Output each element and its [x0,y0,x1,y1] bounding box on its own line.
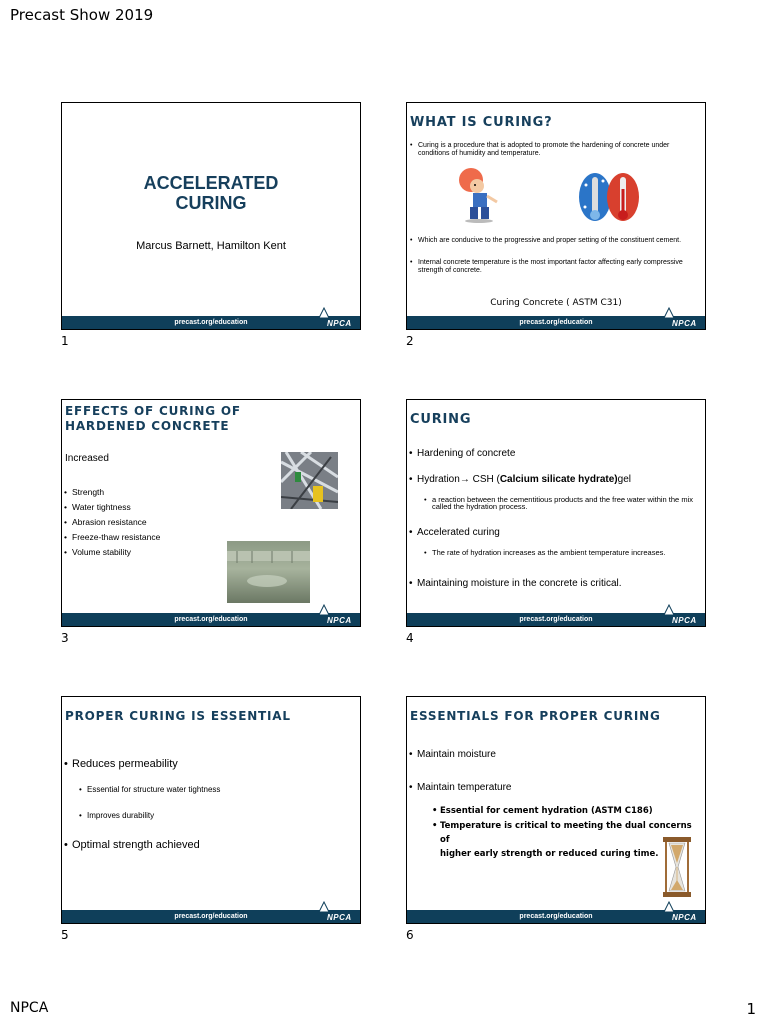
slide-number-2: 2 [406,334,414,348]
slide-3-bullet-4: • Freeze-thaw resistance [72,532,160,542]
npca-logo-mark [318,901,330,913]
slide-2 [406,102,706,330]
slide-4-bullet-2: • Hydration→ CSH (Calcium silicate hydrate)gel [417,474,697,485]
slide-3-bullet-3: • Abrasion resistance [72,517,147,527]
footer-url: precast.org/education [519,616,593,623]
slide-5-sub-bullet-1: • Essential for structure water tightness [87,785,220,794]
slide-3-title [65,404,241,434]
npca-logo-mark [663,604,675,616]
curing-equipment-photo [281,452,338,509]
slide-3 [61,399,361,627]
slide-3-bullet-2: • Water tightness [72,502,131,512]
slide-6-footer-bar [407,910,705,923]
slide-number-6: 6 [406,928,414,942]
footer-url: precast.org/education [519,913,593,920]
footer-url: precast.org/education [174,319,248,326]
slide-3-bullet-5: • Volume stability [72,547,131,557]
slide-3-title-line1: EFFECTS OF CURING OF [65,404,241,418]
slide-4-title: CURING [410,412,472,427]
slide-4-bullet-1: • Hardening of concrete [417,448,515,459]
slide-4-bullet-4: • Maintaining moisture in the concrete is critical. [417,578,622,589]
slide-1-footer-bar [62,316,360,329]
hot-person-illustration [455,166,503,224]
concrete-floor-photo [227,541,310,603]
thermometers-illustration [577,171,643,223]
slide-6-bullet-2: • Maintain temperature [417,782,512,793]
slide-4-footer-bar [407,613,705,626]
slide-6-title: ESSENTIALS FOR PROPER CURING [410,709,661,723]
document-page-number: 1 [746,1000,756,1018]
slide-2-bullet-2: • Which are conducive to the progressive and proper setting of the constituent cement. [418,237,700,245]
slide-3-intro: Increased [65,453,109,464]
npca-logo: NPCA [663,313,699,329]
npca-logo: NPCA [318,313,354,329]
npca-logo: NPCA [318,610,354,626]
slide-2-caption: Curing Concrete ( ASTM C31) [490,298,622,308]
footer-url: precast.org/education [519,319,593,326]
slide-5-bullet-1: • Reduces permeability [72,758,178,770]
slide-1 [61,102,361,330]
slide-2-title: WHAT IS CURING? [410,115,553,130]
slide-5-bullet-2: • Optimal strength achieved [72,839,200,851]
footer-url: precast.org/education [174,616,248,623]
slide-4 [406,399,706,627]
slide-6-sub-bullet-2-line1: • Temperature is critical to meeting the dual concerns of [440,821,692,845]
npca-logo: NPCA [318,907,354,923]
slide-1-title-line1: ACCELERATED [143,173,279,193]
slide-1-subtitle: Marcus Barnett, Hamilton Kent [136,240,286,252]
slide-6-sub-bullet-1: • Essential for cement hydration (ASTM C186) [440,806,653,816]
npca-logo-mark [318,307,330,319]
slide-number-4: 4 [406,631,414,645]
npca-logo: NPCA [663,907,699,923]
slide-number-3: 3 [61,631,69,645]
slide-4-sub-bullet-2: • The rate of hydration increases as the ambient temperature increases. [432,549,697,556]
slide-5 [61,696,361,924]
hourglass-illustration [662,836,692,898]
slide-4-sub-bullet-1: • a reaction between the cementitious products and the free water within the mix called the hydration process. [432,496,697,510]
slide-6 [406,696,706,924]
npca-logo-mark [663,901,675,913]
slide-3-bullet-1: • Strength [72,487,104,497]
slide-2-footer-bar [407,316,705,329]
slide-6-sub-bullet-2 [440,819,700,861]
slide-3-title-line2: HARDENED CONCRETE [65,419,230,433]
slide-4-bullet-3: • Accelerated curing [417,527,500,538]
document-footer-left: NPCA [10,1000,49,1016]
footer-url: precast.org/education [174,913,248,920]
slide-number-5: 5 [61,928,69,942]
slide-6-sub-bullet-2-line2: higher early strength or reduced curing time. [440,849,659,859]
slide-3-footer-bar [62,613,360,626]
slide-6-bullet-1: • Maintain moisture [417,749,496,760]
slide-1-title-line2: CURING [175,193,247,213]
slide-5-title: PROPER CURING IS ESSENTIAL [65,709,291,723]
document-header: Precast Show 2019 [10,6,154,24]
npca-logo: NPCA [663,610,699,626]
slide-5-footer-bar [62,910,360,923]
slide-1-title [62,173,360,213]
slide-number-1: 1 [61,334,69,348]
slide-2-bullet-3: • Internal concrete temperature is the most important factor affecting early compressive strength of concrete. [418,259,700,275]
npca-logo-mark [318,604,330,616]
slide-2-bullet-1: • Curing is a procedure that is adopted to promote the hardening of concrete under conditions of humidity and temperature. [418,142,700,158]
npca-logo-mark [663,307,675,319]
slide-5-sub-bullet-2: • Improves durability [87,811,154,820]
